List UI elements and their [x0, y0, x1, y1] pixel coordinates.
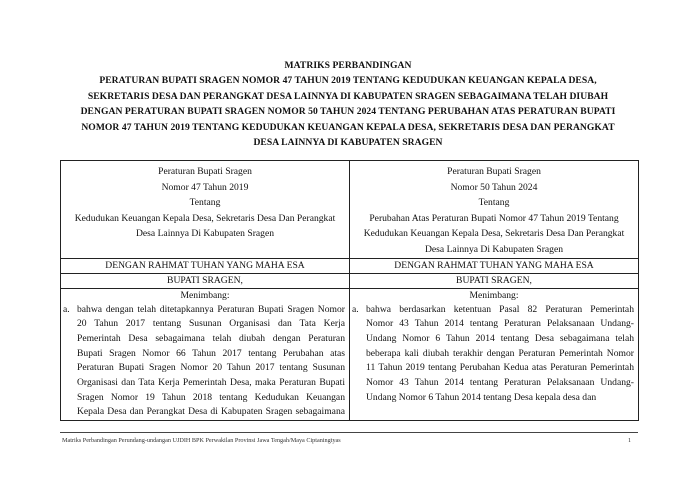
right-menimbang-cell — [350, 288, 639, 421]
left-menimbang-cell — [61, 288, 350, 421]
left-clause-a — [61, 303, 349, 421]
right-header-line: Kedudukan Keuangan Kepala Desa, Sekretaris Desa Dan Perangkat — [363, 228, 625, 240]
comparison-table — [60, 160, 639, 421]
clause-line: Pemerintah Desa sebagaimana telah diubah dengan Peraturan — [77, 332, 345, 344]
title-line: MATRIKS PERBANDINGAN — [284, 60, 412, 71]
table-header-row — [61, 161, 639, 259]
title-line: NOMOR 47 TAHUN 2019 TENTANG KEDUDUKAN KEUANGAN KEPALA DESA, SEKRETARIS DESA DAN PERANGKAT — [81, 121, 615, 133]
title-line: SEKRETARIS DESA DAN PERANGKAT DESA LAINNYA DI KABUPATEN SRAGEN SEBAGAIMANA TELAH DIUBAH — [87, 90, 609, 102]
clause-line: Kepala Desa dan Perangkat Desa di Kabupaten Sragen sebagaimana — [77, 406, 345, 418]
left-header-line: Peraturan Bupati Sragen — [158, 166, 252, 177]
footer-text: Matriks Perbandingan Perundang-undangan UJDIH BPK Perwakilan Provinsi Jawa Tengah/Maya Ciptaningtyas — [62, 437, 341, 444]
clause-letter: a. — [352, 303, 359, 315]
clause-line: 11 Tahun 2019 tentang Perubahan Kedua atas Peraturan Pemerintah — [366, 362, 634, 374]
right-rahmat: DENGAN RAHMAT TUHAN YANG MAHA ESA — [350, 258, 639, 273]
title-line: PERATURAN BUPATI SRAGEN NOMOR 47 TAHUN 2019 TENTANG KEDUDUKAN KEUANGAN KEPALA DESA, — [99, 75, 597, 87]
footer-divider — [60, 432, 638, 433]
left-header-line: Desa Lainnya Di Kabupaten Sragen — [136, 228, 274, 240]
clause-line: 20 Tahun 2017 tentang Susunan Organisasi dan Tata Kerja — [77, 318, 345, 330]
document-title — [60, 58, 636, 150]
clause-line: Sragen Nomor 19 Tahun 2018 tentang Kedudukan Keuangan — [77, 391, 345, 403]
title-line: DENGAN PERATURAN BUPATI SRAGEN NOMOR 50 TAHUN 2024 TENTANG PERUBAHAN ATAS PERATURAN BUPATI — [80, 106, 616, 118]
clause-line: beberapa kali diubah terakhir dengan Peraturan Pemerintah Nomor — [366, 347, 634, 359]
clause-line: bahwa dengan telah ditetapkannya Peraturan Bupati Sragen Nomor — [77, 303, 345, 315]
left-header-line: Nomor 47 Tahun 2019 — [161, 181, 249, 193]
right-header-line: Tentang — [478, 197, 510, 209]
clause-line: Nomor 43 Tahun 2014 tentang Peraturan Pelaksanaan Undang- — [366, 318, 634, 330]
clause-line: Nomor 43 Tahun 2014 tentang Peraturan Pelaksanaan Undang- — [366, 377, 634, 389]
clause-letter: a. — [63, 303, 70, 315]
right-regulation-header — [350, 161, 639, 259]
table-row — [61, 273, 639, 288]
left-regulation-header — [61, 161, 350, 259]
right-bupati: BUPATI SRAGEN, — [350, 273, 639, 288]
table-row — [61, 258, 639, 273]
left-header-line: Tentang — [189, 197, 221, 209]
right-header-line: Peraturan Bupati Sragen — [447, 166, 541, 177]
right-clause-a — [350, 303, 638, 406]
page-number: 1 — [628, 437, 632, 444]
right-header-line: Perubahan Atas Peraturan Bupati Nomor 47 Tahun 2019 Tentang — [369, 212, 619, 224]
left-header-line: Kedudukan Keuangan Kepala Desa, Sekretaris Desa Dan Perangkat — [74, 212, 336, 224]
right-header-line: Nomor 50 Tahun 2024 — [450, 181, 538, 193]
left-rahmat: DENGAN RAHMAT TUHAN YANG MAHA ESA — [61, 258, 350, 273]
clause-line: Undang Nomor 6 Tahun 2014 tentang Desa kepala desa dan — [366, 391, 597, 403]
title-line: DESA LAINNYA DI KABUPATEN SRAGEN — [253, 137, 443, 149]
clause-line: bahwa berdasarkan ketentuan Pasal 82 Peraturan Pemerintah — [366, 303, 634, 315]
clause-line: Organisasi dan Tata Kerja Pemerintah Desa, maka Peraturan Bupati — [77, 377, 345, 389]
clause-line: Undang Nomor 6 Tahun 2014 tentang Desa sebagaimana telah — [366, 332, 634, 344]
right-menimbang-label: Menimbang: — [469, 289, 519, 301]
left-menimbang-label: Menimbang: — [180, 289, 230, 301]
left-bupati: BUPATI SRAGEN, — [61, 273, 350, 288]
clause-line: Peraturan Bupati Sragen Nomor 20 Tahun 2017 tentang Susunan — [77, 362, 345, 374]
right-header-line: Desa Lainnya Di Kabupaten Sragen — [425, 243, 563, 255]
table-row — [61, 288, 639, 421]
clause-line: Bupati Sragen Nomor 66 Tahun 2017 tentang Perubahan atas — [77, 347, 345, 359]
